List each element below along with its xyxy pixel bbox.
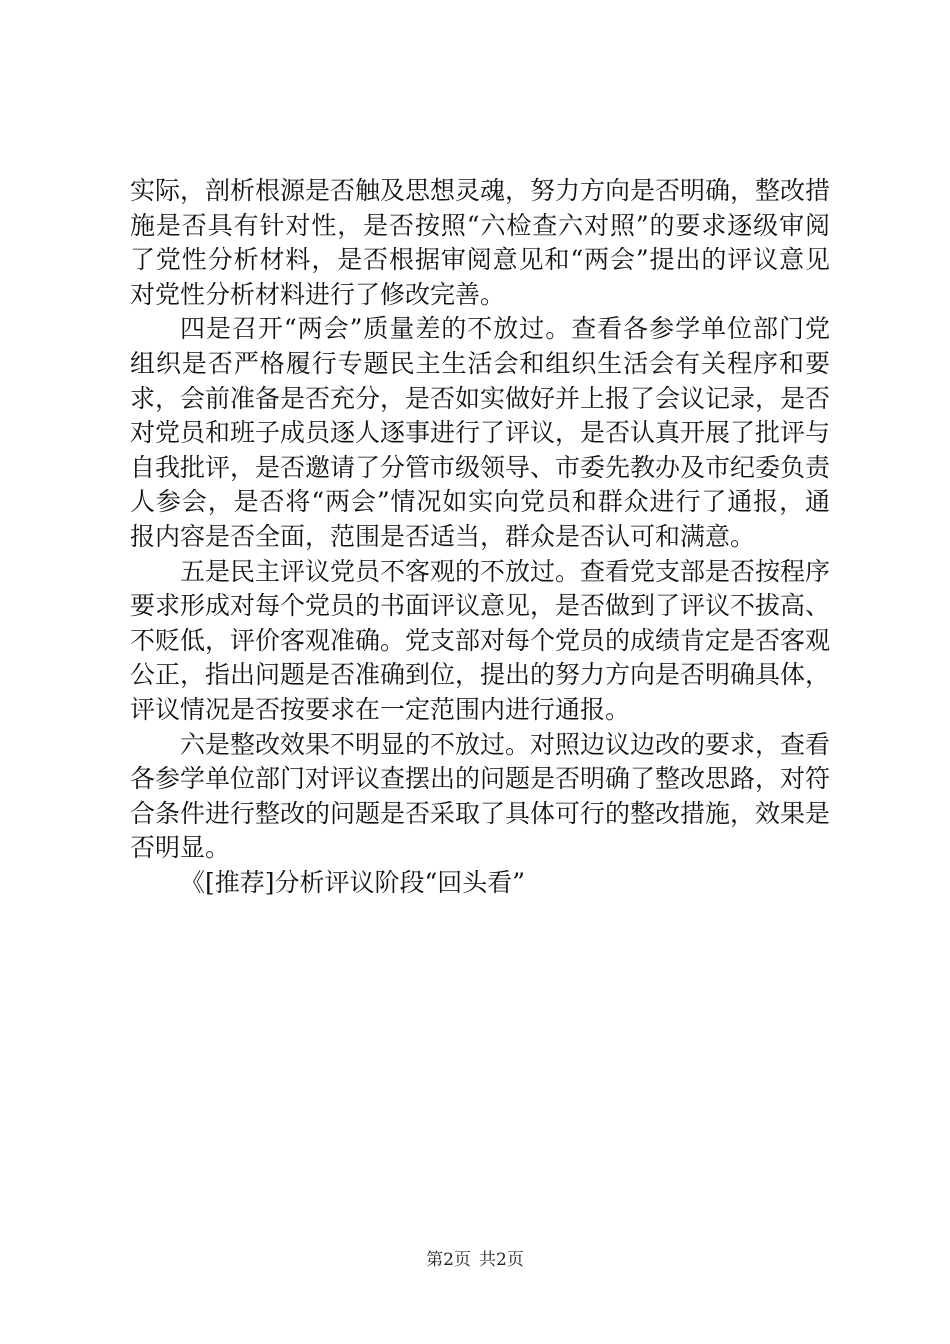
document-title-reference: 《[推荐]分析评议阶段“回头看”	[180, 867, 526, 897]
page-footer	[0, 1245, 950, 1270]
page-number: 第2页	[426, 1250, 471, 1270]
paragraph-continuation: 实际，剖析根源是否触及思想灵魂，努力方向是否明确，整改措施是否具有针对性，是否按照“六检查六对照”的要求逐级审阅了党性分析材料，是否根据审阅意见和“两会”提出的评议意见对党性分析材料进行了修改完善。	[130, 176, 831, 309]
paragraph-item-five: 五是民主评议党员不客观的不放过。查看党支部是否按程序要求形成对每个党员的书面评议意见，是否做到了评议不拔高、不贬低，评价客观准确。党支部对每个党员的成绩肯定是否客观公正，指出问题是否准确到位，提出的努力方向是否明确具体，评议情况是否按要求在一定范围内进行通报。	[130, 556, 831, 724]
paragraph-item-four: 四是召开“两会”质量差的不放过。查看各参学单位部门党组织是否严格履行专题民主生活会和组织生活会有关程序和要求，会前准备是否充分，是否如实做好并上报了会议记录，是否对党员和班子成员逐人逐事进行了评议，是否认真开展了批评与自我批评，是否邀请了分管市级领导、市委先教办及市纪委负责人参会，是否将“两会”情况如实向党员和群众进行了通报，通报内容是否全面，范围是否适当，群众是否认可和满意。	[130, 314, 831, 551]
page-total: 共2页	[479, 1250, 524, 1270]
document-body	[130, 174, 830, 900]
paragraph-item-six: 六是整改效果不明显的不放过。对照边议边改的要求，查看各参学单位部门对评议查摆出的问题是否明确了整改思路，对符合条件进行整改的问题是否采取了具体可行的整改措施，效果是否明显。	[130, 729, 831, 863]
